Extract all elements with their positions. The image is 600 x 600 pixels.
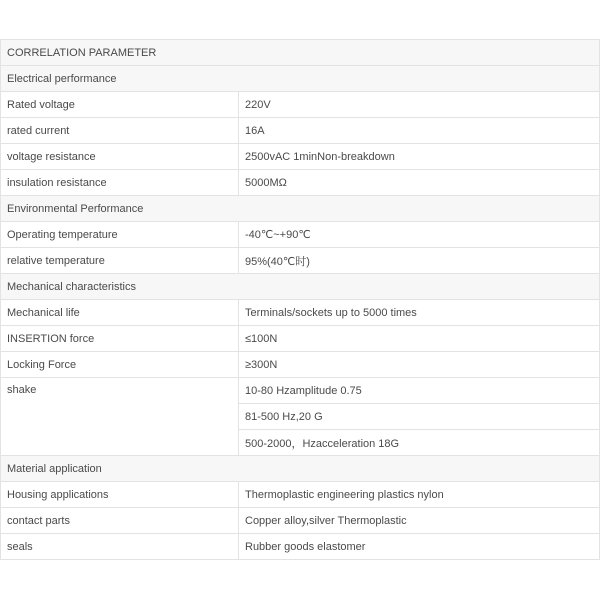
- table-row-insulation-resistance: [1, 170, 600, 196]
- table-row-housing-applications: [1, 482, 600, 508]
- param-value: 5000MΩ: [239, 170, 600, 196]
- param-value: Rubber goods elastomer: [239, 534, 600, 560]
- section-row-material: [1, 456, 600, 482]
- parameter-table: [0, 39, 600, 560]
- param-value: -40℃~+90℃: [239, 222, 600, 248]
- param-label: rated current: [1, 118, 239, 144]
- param-label: INSERTION force: [1, 326, 239, 352]
- param-value: 2500vAC 1minNon-breakdown: [239, 144, 600, 170]
- param-label: Housing applications: [1, 482, 239, 508]
- table-row-locking-force: [1, 352, 600, 378]
- param-label: contact parts: [1, 508, 239, 534]
- section-title-mechanical: Mechanical characteristics: [1, 274, 600, 300]
- table-row-insertion-force: [1, 326, 600, 352]
- table-row-rated-current: [1, 118, 600, 144]
- section-title-electrical: Electrical performance: [1, 66, 600, 92]
- param-value: Terminals/sockets up to 5000 times: [239, 300, 600, 326]
- table-row-mechanical-life: [1, 300, 600, 326]
- table-row-operating-temperature: [1, 222, 600, 248]
- table-title-row: [1, 40, 600, 66]
- param-value: 220V: [239, 92, 600, 118]
- param-label: Operating temperature: [1, 222, 239, 248]
- param-label: Locking Force: [1, 352, 239, 378]
- param-label: voltage resistance: [1, 144, 239, 170]
- table-row-relative-temperature: [1, 248, 600, 274]
- spec-sheet: [0, 39, 599, 560]
- section-title-environmental: Environmental Performance: [1, 196, 600, 222]
- param-label: Rated voltage: [1, 92, 239, 118]
- table-title: CORRELATION PARAMETER: [1, 40, 600, 66]
- table-row-seals: [1, 534, 600, 560]
- param-value: 95%(40℃时): [239, 248, 600, 274]
- param-label: relative temperature: [1, 248, 239, 274]
- param-value: 81-500 Hz,20 G: [239, 404, 600, 430]
- section-row-mechanical: [1, 274, 600, 300]
- param-value: 500-2000，Hzacceleration 18G: [239, 430, 600, 456]
- param-value: ≤100N: [239, 326, 600, 352]
- param-value: 16A: [239, 118, 600, 144]
- param-label: shake: [1, 378, 239, 456]
- table-row-shake: [1, 378, 600, 404]
- section-row-environmental: [1, 196, 600, 222]
- table-row-voltage-resistance: [1, 144, 600, 170]
- param-label: insulation resistance: [1, 170, 239, 196]
- param-label: seals: [1, 534, 239, 560]
- param-value: 10-80 Hzamplitude 0.75: [239, 378, 600, 404]
- table-row-contact-parts: [1, 508, 600, 534]
- param-value: Thermoplastic engineering plastics nylon: [239, 482, 600, 508]
- param-label: Mechanical life: [1, 300, 239, 326]
- section-title-material: Material application: [1, 456, 600, 482]
- param-value: ≥300N: [239, 352, 600, 378]
- param-value: Copper alloy,silver Thermoplastic: [239, 508, 600, 534]
- section-row-electrical: [1, 66, 600, 92]
- table-row-rated-voltage: [1, 92, 600, 118]
